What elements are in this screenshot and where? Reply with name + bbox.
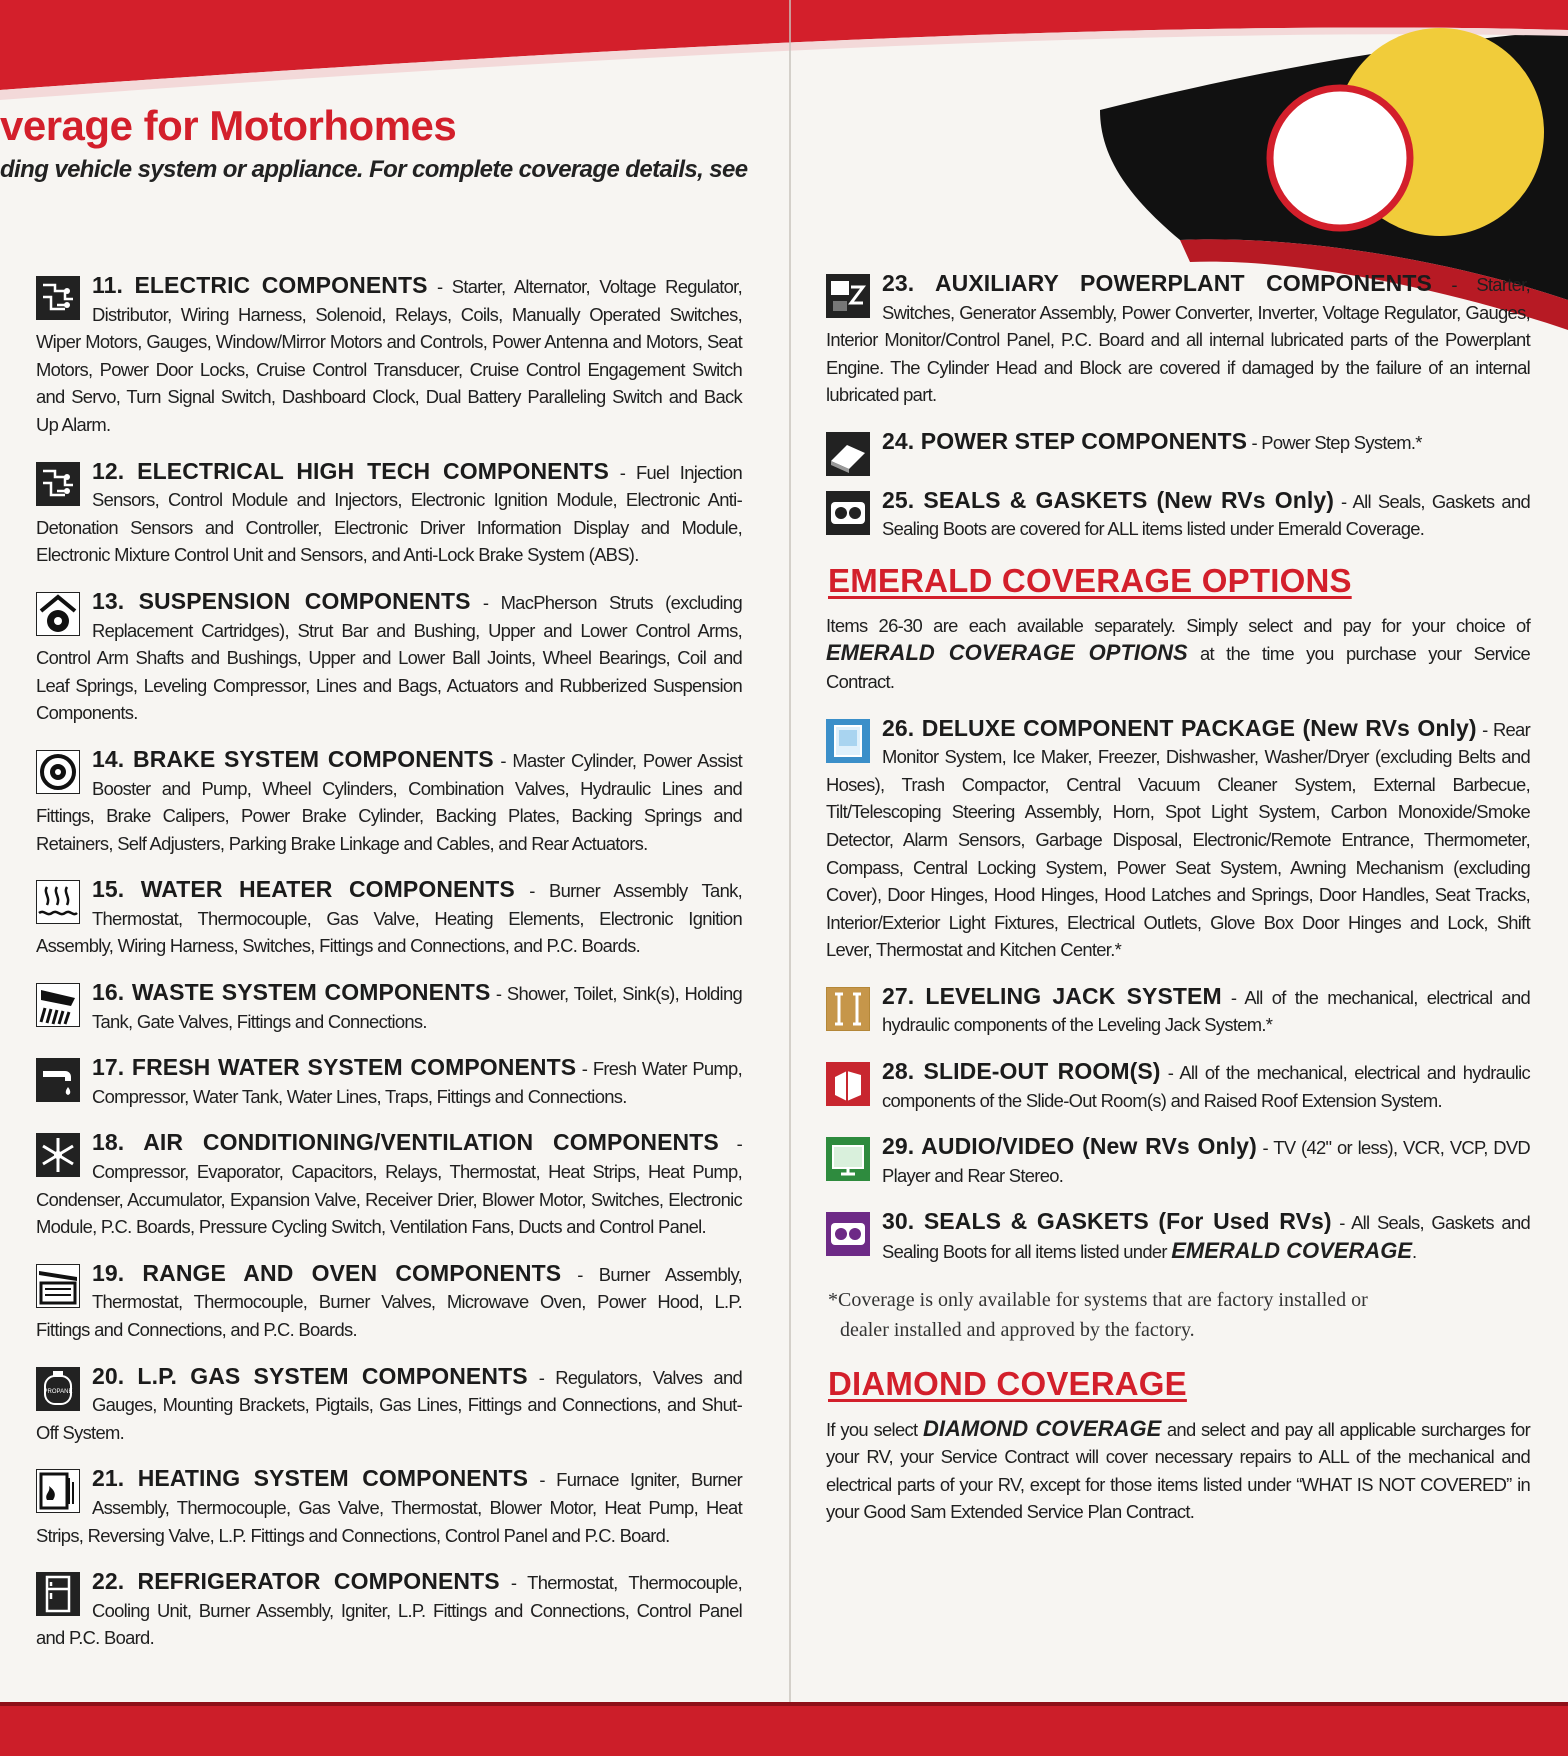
propane-tank-icon xyxy=(36,1367,80,1411)
faucet-icon xyxy=(36,1058,80,1102)
item-title: 17. FRESH WATER SYSTEM COMPONENTS xyxy=(92,1054,577,1081)
item-text: Starter, Alternator, Voltage Regulator, Distributor, Wiring Harness, Solenoid, Relays, Coils, Manually Operated Switches, Wiper Motors, Gauges, Window/Mirror Motors and Controls, Power Antenna and Motors, Seat Motors, Power Door Locks, Cruise Control Transducer, Cruise Control Engagement Switch and Servo, Turn Signal Switch, Dashboard Clock, Dual Battery Paralleling Switch and Back Up Alarm. xyxy=(36,276,742,435)
suspension-wheel-icon xyxy=(36,592,80,636)
footnote xyxy=(826,1285,1530,1345)
item-title: 25. SEALS & GASKETS (New RVs Only) xyxy=(882,486,1335,513)
generator-icon xyxy=(826,274,870,318)
snowflake-icon xyxy=(36,1133,80,1177)
coverage-item-12: 12. ELECTRICAL HIGH TECH COMPONENTS - Fuel Injection Sensors, Control Module and Injectors, Electronic Ignition Module, Electronic Anti-Detonation Sensors and Controller, Electronic Driver Information Display and Module, Electronic Mixture Control Unit and Sensors, and Anti-Lock Brake System (ABS). xyxy=(36,457,742,566)
diamond-text-emphasis: DIAMOND COVERAGE xyxy=(922,1415,1162,1441)
item-title: 23. AUXILIARY POWERPLANT COMPONENTS xyxy=(882,270,1432,296)
item-text: Starter, Switches, Generator Assembly, Power Converter, Inverter, Voltage Regulator, Gauges, Interior Monitor/Control Panel, P.C. Board and all internal lubricated parts of the Powerplant Engine. The Cylinder Head and Block are covered if damaged by the failure of an internal lubricated part. xyxy=(826,274,1530,406)
item-text: Burner Assembly Tank, Thermostat, Thermocouple, Gas Valve, Heating Elements, Electronic Ignition Assembly, Wiring Harness, Switches, Fittings and Connections, and P.C. Boards. xyxy=(36,880,743,957)
coverage-item-24: 24. POWER STEP COMPONENTS - Power Step System.* xyxy=(826,428,1530,457)
item-title: 13. SUSPENSION COMPONENTS xyxy=(92,587,471,614)
item-text: All Seals, Gaskets and Sealing Boots are covered for ALL items listed under Emerald Coverage. xyxy=(882,490,1530,540)
refrigerator-icon xyxy=(36,1572,80,1616)
item-title: 24. POWER STEP COMPONENTS xyxy=(882,427,1248,454)
right-column xyxy=(826,270,1530,1545)
leveling-jack-icon xyxy=(826,987,870,1031)
emerald-intro-after: at the time you purchase your Service Contract. xyxy=(826,643,1530,692)
emerald-intro xyxy=(826,612,1530,696)
coverage-item-30: 30. SEALS & GASKETS (For Used RVs) - All Seals, Gaskets and Sealing Boots for all items listed under EMERALD COVERAGE. xyxy=(826,1208,1530,1265)
power-step-icon xyxy=(826,432,870,476)
diamond-text-after: and select and pay all applicable surcharges for your RV, your Service Contract will cover necessary repairs to ALL of the mechanical and electrical parts of your RV, except for those items listed under “WHAT IS NOT COVERED” in your Good Sam Extended Service Plan Contract. xyxy=(826,1418,1530,1523)
left-column xyxy=(36,272,742,1671)
coverage-item-11: 11. ELECTRIC COMPONENTS - Starter, Alternator, Voltage Regulator, Distributor, Wiring Harness, Solenoid, Relays, Coils, Manually Operated Switches, Wiper Motors, Gauges, Window/Mirror Motors and Controls, Power Antenna and Motors, Seat Motors, Power Door Locks, Cruise Control Transducer, Cruise Control Engagement Switch and Servo, Turn Signal Switch, Dashboard Clock, Dual Battery Paralleling Switch and Back Up Alarm. xyxy=(36,272,742,435)
footnote-line-2: dealer installed and approved by the factory. xyxy=(840,1318,1195,1341)
item-text: Regulators, Valves and Gauges, Mounting Brackets, Pigtails, Gas Lines, Fittings and Connections, and Shut-Off System. xyxy=(36,1366,743,1443)
item-title: 26. DELUXE COMPONENT PACKAGE (New RVs Only) xyxy=(882,714,1477,741)
coverage-item-21: 21. HEATING SYSTEM COMPONENTS - Furnace Igniter, Burner Assembly, Thermocouple, Gas Valve, Thermostat, Blower Motor, Heat Pump, Heat Strips, Reversing Valve, L.P. Fittings and Connections, Control Panel and P.C. Board. xyxy=(36,1465,743,1546)
brake-disc-icon xyxy=(36,750,80,794)
coverage-item-14: 14. BRAKE SYSTEM COMPONENTS - Master Cylinder, Power Assist Booster and Pump, Wheel Cylinders, Combination Valves, Hydraulic Lines and Fittings, Brake Calipers, Power Brake Cylinder, Backing Plates, Backing Springs and Retainers, Self Adjusters, Parking Brake Linkage and Cables, and Rear Actuators. xyxy=(36,745,742,854)
electric-circuit-icon xyxy=(36,462,80,506)
seal-gasket-icon xyxy=(826,1212,870,1256)
item-text: Thermostat, Thermocouple, Cooling Unit, Burner Assembly, Igniter, L.P. Fittings and Connections, Control Panel and P.C. Board. xyxy=(36,1572,742,1649)
shower-icon xyxy=(36,983,80,1027)
item-title: 18. AIR CONDITIONING/VENTILATION COMPONENTS xyxy=(92,1129,719,1156)
item-text: Shower, Toilet, Sink(s), Holding Tank, Gate Valves, Fittings and Connections. xyxy=(92,983,743,1032)
item-text: Compressor, Evaporator, Capacitors, Relays, Thermostat, Heat Strips, Heat Pump, Condenser, Accumulator, Expansion Valve, Receiver Drier, Blower Motor, Switches, Electronic Module, P.C. Boards, Pressure Cycling Switch, Ventilation Fans, Ducts and Control Panel. xyxy=(36,1161,742,1238)
coverage-item-17: 17. FRESH WATER SYSTEM COMPONENTS - Fresh Water Pump, Compressor, Water Tank, Water Lines, Traps, Fittings and Connections. xyxy=(36,1054,742,1110)
propane-label: PROPANE xyxy=(43,1388,73,1395)
item-title: 27. LEVELING JACK SYSTEM xyxy=(882,982,1222,1009)
item-text: MacPherson Struts (excluding Replacement Cartridges), Strut Bar and Bushing, Upper and Lower Control Arms, Control Arm Shafts and Bushings, Upper and Lower Ball Joints, Wheel Bearings, Coil and Leaf Springs, Leveling Compressor, Lines and Bags, Actuators and Rubberized Suspension Components. xyxy=(36,591,742,724)
coverage-item-26: 26. DELUXE COMPONENT PACKAGE (New RVs Only) - Rear Monitor System, Ice Maker, Freezer, Dishwasher, Washer/Dryer (excluding Belts and Hoses), Trash Compactor, Central Vacuum Cleaner System, External Barbecue, Tilt/Telescoping Steering Assembly, Horn, Spot Light System, Carbon Monoxide/Smoke Detector, Alarm Sensors, Garbage Disposal, Electronic/Remote Entrance, Thermometer, Compass, Central Locking System, Power Seat System, Awning Mechanism (excluding Cover), Door Hinges, Hood Hinges, Hood Latches and Springs, Door Handles, Seat Tracks, Interior/Exterior Light Fixtures, Electrical Outlets, Glove Box Door Hinges and Lock, Shift Lever, Thermostat and Kitchen Center.* xyxy=(826,714,1530,961)
footnote-line-1: *Coverage is only available for systems that are factory installed or xyxy=(828,1288,1368,1311)
coverage-item-23: 23. AUXILIARY POWERPLANT COMPONENTS - Starter, Switches, Generator Assembly, Power Converter, Inverter, Voltage Regulator, Gauges, Interior Monitor/Control Panel, P.C. Board and all internal lubricated parts of the Powerplant Engine. The Cylinder Head and Block are covered if damaged by the failure of an internal lubricated part. xyxy=(826,270,1530,406)
electric-circuit-icon xyxy=(36,276,80,320)
item-title: 19. RANGE AND OVEN COMPONENTS xyxy=(92,1259,562,1286)
item-text-emphasis: EMERALD COVERAGE xyxy=(1171,1238,1413,1264)
item-text: TV (42" or less), VCR, VCP, DVD Player and Rear Stereo. xyxy=(882,1137,1530,1186)
item-text: Fuel Injection Sensors, Control Module and Injectors, Electronic Ignition Module, Electronic Anti-Detonation Sensors and Controller, Electronic Driver Information Display and Module, Electronic Mixture Control Unit and Sensors, and Anti-Lock Brake System (ABS). xyxy=(36,461,742,566)
slide-out-room-icon xyxy=(826,1062,870,1106)
item-title: 28. SLIDE-OUT ROOM(S) xyxy=(882,1058,1161,1085)
coverage-item-16: 16. WASTE SYSTEM COMPONENTS - Shower, Toilet, Sink(s), Holding Tank, Gate Valves, Fittings and Connections. xyxy=(36,979,742,1035)
item-text: Fresh Water Pump, Compressor, Water Tank, Water Lines, Traps, Fittings and Connections. xyxy=(92,1058,742,1107)
emerald-intro-emphasis: EMERALD COVERAGE OPTIONS xyxy=(826,640,1188,666)
item-title: 12. ELECTRICAL HIGH TECH COMPONENTS xyxy=(92,457,609,484)
item-text: Power Step System.* xyxy=(1261,431,1422,453)
coverage-item-20: PROPANE 20. L.P. GAS SYSTEM COMPONENTS - Regulators, Valves and Gauges, Mounting Brackets, Pigtails, Gas Lines, Fittings and Connections, and Shut-Off System. xyxy=(36,1362,743,1443)
coverage-item-22: 22. REFRIGERATOR COMPONENTS - Thermostat, Thermocouple, Cooling Unit, Burner Assembly, Igniter, L.P. Fittings and Connections, Control Panel and P.C. Board. xyxy=(36,1568,742,1649)
item-text: All of the mechanical, electrical and hydraulic components of the Leveling Jack System.* xyxy=(882,986,1531,1036)
seal-gasket-icon xyxy=(826,491,870,535)
item-title: 11. ELECTRIC COMPONENTS xyxy=(92,272,428,298)
diamond-text xyxy=(826,1415,1530,1526)
emerald-intro-before: Items 26-30 are each available separately. Simply select and pay for your choice of xyxy=(826,614,1530,636)
diamond-text-before: If you select xyxy=(826,1418,918,1440)
furnace-icon xyxy=(36,1469,80,1513)
coverage-item-19: 19. RANGE AND OVEN COMPONENTS - Burner Assembly, Thermostat, Thermocouple, Burner Valves, Microwave Oven, Power Hood, L.P. Fittings and Connections, and P.C. Boards. xyxy=(36,1259,742,1340)
item-title: 20. L.P. GAS SYSTEM COMPONENTS xyxy=(92,1362,528,1389)
item-text: Rear Monitor System, Ice Maker, Freezer, Dishwasher, Washer/Dryer (excluding Belts and Hoses), Trash Compactor, Central Vacuum Cleaner System, External Barbecue, Tilt/Telescoping Steering Assembly, Horn, Spot Light System, Carbon Monoxide/Smoke Detector, Alarm Sensors, Garbage Disposal, Electronic/Remote Entrance, Thermometer, Compass, Central Locking System, Power Seat System, Awning Mechanism (excluding Cover), Door Hinges, Hood Hinges, Hood Latches and Springs, Door Handles, Seat Tracks, Interior/Exterior Light Fixtures, Electrical Outlets, Glove Box Door Hinges and Lock, Shift Lever, Thermostat and Kitchen Center.* xyxy=(826,718,1530,961)
tv-icon xyxy=(826,1137,870,1181)
item-text: All Seals, Gaskets and Sealing Boots for all items listed under xyxy=(882,1212,1531,1263)
coverage-item-15: 15. WATER HEATER COMPONENTS - Burner Assembly Tank, Thermostat, Thermocouple, Gas Valve, Heating Elements, Electronic Ignition Assembly, Wiring Harness, Switches, Fittings and Connections, and P.C. Boards. xyxy=(36,876,743,957)
item-title: 30. SEALS & GASKETS (For Used RVs) xyxy=(882,1208,1332,1235)
water-heater-icon xyxy=(36,880,80,924)
item-text: Furnace Igniter, Burner Assembly, Thermocouple, Gas Valve, Thermostat, Blower Motor, Heat Pump, Heat Strips, Reversing Valve, L.P. Fittings and Connections, Control Panel and P.C. Board. xyxy=(36,1469,743,1546)
item-title: 15. WATER HEATER COMPONENTS xyxy=(92,876,515,903)
item-text-end: . xyxy=(1412,1241,1417,1263)
item-title: 21. HEATING SYSTEM COMPONENTS xyxy=(92,1465,529,1492)
item-text: Master Cylinder, Power Assist Booster and Pump, Wheel Cylinders, Combination Valves, Hydraulic Lines and Fittings, Brake Calipers, Power Brake Cylinder, Backing Plates, Backing Springs and Retainers, Self Adjusters, Parking Brake Linkage and Cables, and Rear Actuators. xyxy=(36,749,742,854)
emerald-heading: EMERALD COVERAGE OPTIONS xyxy=(828,561,1352,599)
coverage-item-27: 27. LEVELING JACK SYSTEM - All of the mechanical, electrical and hydraulic components of the Leveling Jack System.* xyxy=(826,983,1530,1039)
item-title: 14. BRAKE SYSTEM COMPONENTS xyxy=(92,745,494,772)
item-title: 22. REFRIGERATOR COMPONENTS xyxy=(92,1568,500,1595)
coverage-item-18: 18. AIR CONDITIONING/VENTILATION COMPONENTS - Compressor, Evaporator, Capacitors, Relays, Thermostat, Heat Strips, Heat Pump, Condenser, Accumulator, Expansion Valve, Receiver Drier, Blower Motor, Switches, Electronic Module, P.C. Boards, Pressure Cycling Switch, Ventilation Fans, Ducts and Control Panel. xyxy=(36,1129,742,1238)
header-subtitle: ding vehicle system or appliance. For complete coverage details, see xyxy=(0,156,748,183)
header-title: verage for Motorhomes xyxy=(0,102,457,149)
diamond-heading: DIAMOND COVERAGE xyxy=(828,1364,1187,1402)
coverage-item-25: 25. SEALS & GASKETS (New RVs Only) - All Seals, Gaskets and Sealing Boots are covered for ALL items listed under Emerald Coverage. xyxy=(826,487,1530,543)
item-text: All of the mechanical, electrical and hydraulic components of the Slide-Out Room(s) and Raised Roof Extension System. xyxy=(882,1062,1530,1111)
appliance-icon xyxy=(826,719,870,763)
coverage-item-29: 29. AUDIO/VIDEO (New RVs Only) - TV (42" or less), VCR, VCP, DVD Player and Rear Stereo. xyxy=(826,1133,1530,1189)
coverage-item-13: 13. SUSPENSION COMPONENTS - MacPherson Struts (excluding Replacement Cartridges), Strut Bar and Bushing, Upper and Lower Control Arms, Control Arm Shafts and Bushings, Upper and Lower Ball Joints, Wheel Bearings, Coil and Leaf Springs, Leveling Compressor, Lines and Bags, Actuators and Rubberized Suspension Components. xyxy=(36,587,742,724)
stove-icon xyxy=(36,1264,80,1308)
item-title: 29. AUDIO/VIDEO (New RVs Only) xyxy=(882,1133,1257,1160)
coverage-item-28: 28. SLIDE-OUT ROOM(S) - All of the mechanical, electrical and hydraulic components of the Slide-Out Room(s) and Raised Roof Extension System. xyxy=(826,1058,1530,1114)
item-text: Burner Assembly, Thermostat, Thermocouple, Burner Valves, Microwave Oven, Power Hood, L.P. Fittings and Connections, and P.C. Boards. xyxy=(36,1263,742,1340)
item-title: 16. WASTE SYSTEM COMPONENTS xyxy=(92,979,491,1006)
